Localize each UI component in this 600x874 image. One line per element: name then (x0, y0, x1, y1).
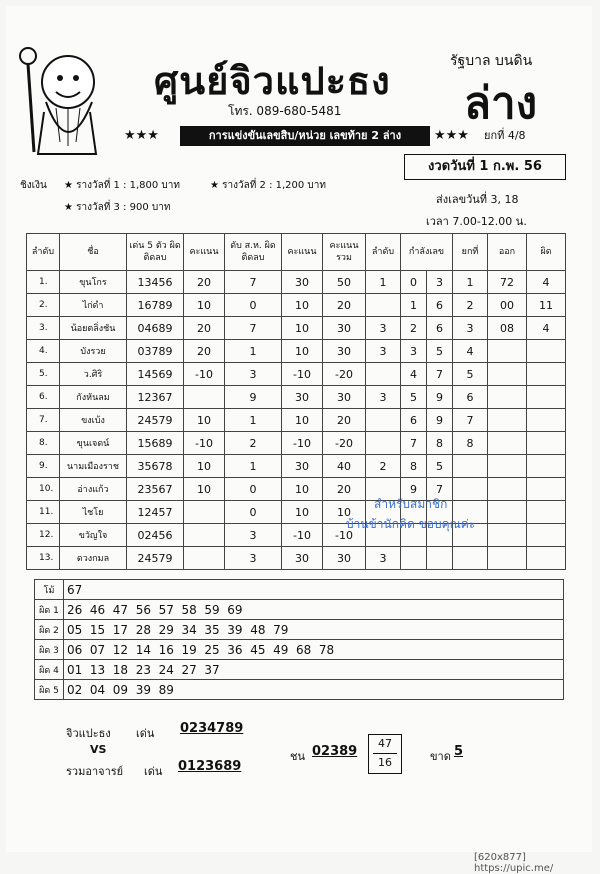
cell-name: ขุนเจดน์ (60, 432, 127, 455)
result-numbers: 26 46 47 56 57 58 59 69 (64, 600, 564, 620)
cell-p1: 5 (401, 386, 427, 409)
watermark: [620x877] https://upic.me/ (474, 852, 554, 874)
cell-total: 30 (323, 386, 366, 409)
cell-s1 (184, 501, 225, 524)
cell-dub: 0 (225, 501, 282, 524)
score-table (26, 233, 566, 570)
col-header: ยกที่ (453, 234, 488, 271)
cell-pid (527, 455, 566, 478)
table-row (27, 409, 566, 432)
result-numbers: 67 (64, 580, 564, 600)
cell-yok: 3 (453, 317, 488, 340)
note-line-1: สำหรับสมาชิก (374, 497, 448, 511)
vs-label: VS (90, 743, 107, 756)
result-label: ผิด 1 (35, 600, 64, 620)
cell-yok: 5 (453, 363, 488, 386)
cell-no: 8. (27, 432, 60, 455)
cell-rank (366, 409, 401, 432)
cell-s1: 10 (184, 478, 225, 501)
cell-name: อ่างแก้ว (60, 478, 127, 501)
cell-s2: -10 (282, 432, 323, 455)
cell-p1: 4 (401, 363, 427, 386)
cell-p2: 5 (426, 455, 452, 478)
cell-rank: 3 (366, 340, 401, 363)
cell-s2: 10 (282, 294, 323, 317)
cell-dub: 1 (225, 340, 282, 363)
cell-p2: 5 (426, 340, 452, 363)
cell-total: 10 (323, 501, 366, 524)
cell-ok (488, 524, 527, 547)
cell-ok (488, 455, 527, 478)
table-row (27, 340, 566, 363)
cell-dub: 1 (225, 409, 282, 432)
cell-no: 2. (27, 294, 60, 317)
cell-s2: 10 (282, 478, 323, 501)
cell-pid (527, 409, 566, 432)
cell-rank (366, 294, 401, 317)
table-row (27, 547, 566, 570)
cell-yok: 6 (453, 386, 488, 409)
cell-pid (527, 432, 566, 455)
cell-dub: 0 (225, 478, 282, 501)
cell-ok: 00 (488, 294, 527, 317)
cell-dub: 7 (225, 271, 282, 294)
cell-p1: 1 (401, 294, 427, 317)
cell-total: 30 (323, 340, 366, 363)
cell-p1: 8 (401, 455, 427, 478)
cell-name: น้อยตลิ่งชัน (60, 317, 127, 340)
cell-name: กังหันลม (60, 386, 127, 409)
cell-total: 30 (323, 547, 366, 570)
cell-pid (527, 340, 566, 363)
cell-ok (488, 363, 527, 386)
cell-name: นามเมืองราช (60, 455, 127, 478)
cell-ok (488, 409, 527, 432)
col-header: ดับ ส.ห. ผิดติดลบ (225, 234, 282, 271)
result-numbers: 02 04 09 39 89 (64, 680, 564, 700)
cell-p2: 7 (426, 363, 452, 386)
cell-ok (488, 340, 527, 363)
cell-p2: 6 (426, 294, 452, 317)
table-row (27, 432, 566, 455)
results-table (34, 579, 564, 700)
cell-s1 (184, 524, 225, 547)
member-note (346, 494, 476, 534)
cell-ok: 08 (488, 317, 527, 340)
cell-d5: 16789 (127, 294, 184, 317)
cell-p1: 2 (401, 317, 427, 340)
result-label: ผิด 5 (35, 680, 64, 700)
col-header: กำลังเลข (401, 234, 453, 271)
cell-d5: 03789 (127, 340, 184, 363)
cell-s2: 10 (282, 501, 323, 524)
cell-total: 40 (323, 455, 366, 478)
time-range: เวลา 7.00-12.00 น. (426, 215, 527, 228)
cell-s1: 20 (184, 271, 225, 294)
col-header: เด่น 5 ตัว ผิดติดลบ (127, 234, 184, 271)
cell-pid: 11 (527, 294, 566, 317)
table-header (27, 234, 566, 271)
cell-dub: 7 (225, 317, 282, 340)
cell-s2: 30 (282, 271, 323, 294)
round-label: ยกที่ 4/8 (484, 129, 526, 142)
player-2-name: รวมอาจารย์ (66, 765, 124, 778)
prize-label: ชิงเงิน (20, 180, 47, 191)
cell-yok (453, 455, 488, 478)
cell-dub: 0 (225, 294, 282, 317)
chon-label: ชน (290, 750, 305, 763)
cell-ok (488, 386, 527, 409)
fraction-bottom: 16 (378, 756, 392, 769)
cell-d5: 24579 (127, 409, 184, 432)
lottery-sheet (6, 6, 592, 852)
cell-rank: 1 (366, 271, 401, 294)
cell-total: 50 (323, 271, 366, 294)
cell-rank: 3 (366, 547, 401, 570)
cell-no: 1. (27, 271, 60, 294)
cell-s1: 10 (184, 294, 225, 317)
cell-no: 13. (27, 547, 60, 570)
cell-p1: 3 (401, 340, 427, 363)
shop-title: ศูนย์จิวแปะธง (154, 58, 391, 103)
cell-d5: 04689 (127, 317, 184, 340)
player-1-number: 0234789 (180, 721, 244, 736)
cell-p1: 0 (401, 271, 427, 294)
col-header: ผิด (527, 234, 566, 271)
cell-p1: 6 (401, 409, 427, 432)
cell-name: ขวัญใจ (60, 524, 127, 547)
cell-dub: 3 (225, 524, 282, 547)
cell-dub: 1 (225, 455, 282, 478)
cell-no: 4. (27, 340, 60, 363)
cell-p2 (426, 547, 452, 570)
table-row (27, 478, 566, 501)
cell-name: ขุนโกร (60, 271, 127, 294)
table-row (27, 294, 566, 317)
col-header: คะแนน (184, 234, 225, 271)
cell-pid (527, 386, 566, 409)
result-label: ผิด 3 (35, 640, 64, 660)
cell-ok (488, 432, 527, 455)
prize-3: ★ รางวัลที่ 3 : 900 บาท (64, 202, 171, 213)
cell-d5: 12367 (127, 386, 184, 409)
cell-d5: 23567 (127, 478, 184, 501)
cell-no: 3. (27, 317, 60, 340)
result-row (35, 620, 564, 640)
cell-rank (366, 432, 401, 455)
result-row (35, 600, 564, 620)
stars-right: ★★★ (434, 128, 469, 143)
cell-total: 20 (323, 478, 366, 501)
cell-rank (366, 363, 401, 386)
cell-no: 6. (27, 386, 60, 409)
den-label-2: เด่น (144, 765, 163, 778)
cell-p1: 7 (401, 432, 427, 455)
chon-number: 02389 (312, 744, 358, 759)
cell-ok (488, 547, 527, 570)
den-label-1: เด่น (136, 727, 155, 740)
cell-dub: 3 (225, 547, 282, 570)
khad-number: 5 (454, 744, 464, 759)
player-2-number: 0123689 (178, 759, 242, 774)
result-label: ผิด 2 (35, 620, 64, 640)
result-row (35, 640, 564, 660)
cell-ok (488, 501, 527, 524)
lottery-label: รัฐบาล บนดิน (450, 53, 533, 69)
cell-pid: 4 (527, 271, 566, 294)
cell-yok: 2 (453, 294, 488, 317)
result-numbers: 06 07 12 14 16 19 25 36 45 49 68 78 (64, 640, 564, 660)
cell-d5: 14569 (127, 363, 184, 386)
table-row (27, 455, 566, 478)
cell-total: -20 (323, 363, 366, 386)
col-header: ออก (488, 234, 527, 271)
cell-name: ดวงกมล (60, 547, 127, 570)
cell-s1: 20 (184, 340, 225, 363)
cell-no: 11. (27, 501, 60, 524)
cell-rank: 3 (366, 317, 401, 340)
cell-total: -20 (323, 432, 366, 455)
cell-s2: 30 (282, 547, 323, 570)
contest-banner: การแข่งขันเลขสิบ/หน่วย เลขท้าย 2 ล่าง (180, 126, 430, 146)
cell-name: ไชโย (60, 501, 127, 524)
cell-rank: 2 (366, 455, 401, 478)
table-row (27, 501, 566, 524)
cell-total: 30 (323, 317, 366, 340)
cell-s1: -10 (184, 432, 225, 455)
cell-yok: 1 (453, 271, 488, 294)
cell-p2: 9 (426, 386, 452, 409)
issued-date: ส่งเลขวันที่ 3, 18 (436, 193, 519, 206)
note-line-2: บ้านข้านักคิด ขอบคุณค่ะ (346, 517, 476, 531)
prize-1: ★ รางวัลที่ 1 : 1,800 บาท (64, 180, 180, 191)
cell-pid (527, 547, 566, 570)
cell-dub: 2 (225, 432, 282, 455)
col-header: ลำดับ (366, 234, 401, 271)
cell-s1: -10 (184, 363, 225, 386)
cell-p1 (401, 547, 427, 570)
result-numbers: 05 15 17 28 29 34 35 39 48 79 (64, 620, 564, 640)
cell-ok: 72 (488, 271, 527, 294)
cell-p1: 9 (401, 478, 427, 501)
cell-name: ว.ศิริ (60, 363, 127, 386)
cell-d5: 13456 (127, 271, 184, 294)
cell-name: ไก่ดำ (60, 294, 127, 317)
phone-number: โทร. 089-680-5481 (228, 104, 342, 118)
cell-dub: 3 (225, 363, 282, 386)
cell-yok: 4 (453, 340, 488, 363)
cell-pid (527, 363, 566, 386)
cell-no: 7. (27, 409, 60, 432)
results-body (35, 580, 564, 700)
table-body (27, 271, 566, 570)
cell-name: บังรวย (60, 340, 127, 363)
fraction-box (368, 734, 402, 774)
cell-p2: 8 (426, 432, 452, 455)
fraction-top: 47 (378, 737, 392, 750)
cell-s2: -10 (282, 524, 323, 547)
table-row (27, 524, 566, 547)
cell-dub: 9 (225, 386, 282, 409)
cell-name: ขงเบ้ง (60, 409, 127, 432)
cell-pid (527, 524, 566, 547)
cell-rank: 3 (366, 386, 401, 409)
cell-d5: 02456 (127, 524, 184, 547)
cell-no: 9. (27, 455, 60, 478)
big-word: ล่าง (464, 78, 538, 129)
table-row (27, 386, 566, 409)
cell-total: 20 (323, 294, 366, 317)
result-row (35, 660, 564, 680)
cell-no: 5. (27, 363, 60, 386)
cell-s1 (184, 386, 225, 409)
cell-d5: 15689 (127, 432, 184, 455)
cell-total: 20 (323, 409, 366, 432)
cell-d5: 35678 (127, 455, 184, 478)
col-header: คะแนน รวม (323, 234, 366, 271)
col-header: ลำดับ (27, 234, 60, 271)
draw-date: งวดวันที่ 1 ก.พ. 56 (404, 154, 566, 180)
khad-label: ขาด (430, 750, 451, 763)
cell-s2: -10 (282, 363, 323, 386)
table-row (27, 363, 566, 386)
cell-s1 (184, 547, 225, 570)
result-row (35, 580, 564, 600)
cell-s2: 10 (282, 409, 323, 432)
cell-total: -10 (323, 524, 366, 547)
cell-d5: 24579 (127, 547, 184, 570)
player-1-name: จิวแปะธง (66, 727, 111, 740)
cell-no: 12. (27, 524, 60, 547)
stars-left: ★★★ (124, 128, 159, 143)
col-header: ชื่อ (60, 234, 127, 271)
cell-ok (488, 478, 527, 501)
result-row (35, 680, 564, 700)
result-label: โม้ (35, 580, 64, 600)
prize-2: ★ รางวัลที่ 2 : 1,200 บาท (210, 180, 326, 191)
table-row (27, 271, 566, 294)
cell-no: 10. (27, 478, 60, 501)
result-label: ผิด 4 (35, 660, 64, 680)
cell-p2: 9 (426, 409, 452, 432)
cell-s1: 10 (184, 455, 225, 478)
cell-p2: 3 (426, 271, 452, 294)
cell-pid (527, 501, 566, 524)
old-man-mascot-icon (16, 42, 104, 162)
col-header: คะแนน (282, 234, 323, 271)
result-numbers: 01 13 18 23 24 27 37 (64, 660, 564, 680)
cell-s2: 30 (282, 386, 323, 409)
cell-s1: 20 (184, 317, 225, 340)
cell-p2: 7 (426, 478, 452, 501)
cell-yok (453, 547, 488, 570)
cell-yok: 8 (453, 432, 488, 455)
cell-s1: 10 (184, 409, 225, 432)
cell-pid (527, 478, 566, 501)
cell-yok: 7 (453, 409, 488, 432)
cell-s2: 10 (282, 317, 323, 340)
cell-pid: 4 (527, 317, 566, 340)
table-row (27, 317, 566, 340)
cell-s2: 10 (282, 340, 323, 363)
cell-s2: 30 (282, 455, 323, 478)
cell-d5: 12457 (127, 501, 184, 524)
cell-p2: 6 (426, 317, 452, 340)
